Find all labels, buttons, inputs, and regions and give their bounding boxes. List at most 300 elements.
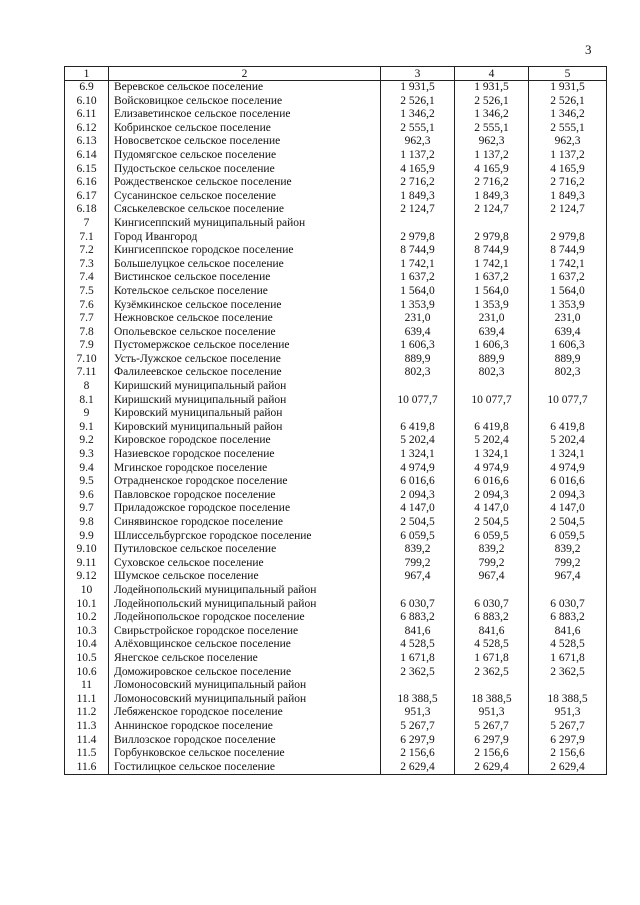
row-value-col5-cell: 802,3 (529, 366, 607, 380)
row-value-col3-cell: 6 883,2 (381, 611, 455, 625)
row-code-cell: 9.2 (65, 434, 109, 448)
row-value-col3-cell: 1 564,0 (381, 285, 455, 299)
row-value-col5-cell: 18 388,5 (529, 693, 607, 707)
row-code-cell: 6.14 (65, 149, 109, 163)
row-value-col5-cell (529, 217, 607, 231)
row-name-cell: Суховское сельское поселение (109, 557, 381, 571)
row-value-col3-cell: 231,0 (381, 312, 455, 326)
page-number: 3 (585, 42, 592, 57)
table-row (65, 666, 607, 680)
row-value-col4-cell: 1 671,8 (455, 652, 529, 666)
row-name-cell: Котельское сельское поселение (109, 285, 381, 299)
row-value-col3-cell: 2 362,5 (381, 666, 455, 680)
row-value-col5-cell: 2 094,3 (529, 489, 607, 503)
table-row (65, 706, 607, 720)
row-name-cell: Синявинское городское поселение (109, 516, 381, 530)
row-value-col3-cell: 2 094,3 (381, 489, 455, 503)
row-name-cell: Войсковицкое сельское поселение (109, 95, 381, 109)
row-value-col5-cell: 1 849,3 (529, 190, 607, 204)
row-code-cell: 9.5 (65, 475, 109, 489)
row-name-cell: Отрадненское городское поселение (109, 475, 381, 489)
row-name-cell: Доможировское сельское поселение (109, 666, 381, 680)
row-name-cell: Большелуцкое сельское поселение (109, 258, 381, 272)
row-value-col3-cell: 2 555,1 (381, 122, 455, 136)
row-value-col4-cell (455, 217, 529, 231)
row-name-cell: Усть-Лужское сельское поселение (109, 353, 381, 367)
row-code-cell: 7.11 (65, 366, 109, 380)
row-value-col3-cell: 1 849,3 (381, 190, 455, 204)
row-value-col5-cell: 6 883,2 (529, 611, 607, 625)
row-value-col4-cell: 639,4 (455, 326, 529, 340)
table-row (65, 598, 607, 612)
table-row (65, 720, 607, 734)
row-value-col4-cell: 4 147,0 (455, 502, 529, 516)
table-row (65, 81, 607, 95)
row-code-cell: 6.9 (65, 81, 109, 95)
row-value-col3-cell: 8 744,9 (381, 244, 455, 258)
row-code-cell: 11.5 (65, 747, 109, 761)
row-value-col3-cell (381, 217, 455, 231)
row-name-cell: Пустомержское сельское поселение (109, 339, 381, 353)
table-row (65, 285, 607, 299)
row-value-col5-cell: 4 165,9 (529, 163, 607, 177)
table-row (65, 108, 607, 122)
row-value-col4-cell: 4 528,5 (455, 638, 529, 652)
row-code-cell: 9.9 (65, 530, 109, 544)
row-value-col4-cell: 2 555,1 (455, 122, 529, 136)
table-row (65, 135, 607, 149)
table-row (65, 611, 607, 625)
table-row (65, 353, 607, 367)
table-row (65, 584, 607, 598)
row-code-cell: 10.1 (65, 598, 109, 612)
row-value-col4-cell: 1 564,0 (455, 285, 529, 299)
row-name-cell: Киришский муниципальный район (109, 380, 381, 394)
row-value-col4-cell: 6 419,8 (455, 421, 529, 435)
column-header-value-5: 5 (529, 67, 607, 81)
row-value-col4-cell: 1 137,2 (455, 149, 529, 163)
row-value-col3-cell: 4 974,9 (381, 462, 455, 476)
row-value-col5-cell: 231,0 (529, 312, 607, 326)
table-row (65, 271, 607, 285)
table-row (65, 366, 607, 380)
table-row (65, 299, 607, 313)
row-value-col5-cell: 6 059,5 (529, 530, 607, 544)
row-name-cell: Лодейнопольский муниципальный район (109, 598, 381, 612)
row-value-col3-cell: 639,4 (381, 326, 455, 340)
row-value-col5-cell: 10 077,7 (529, 394, 607, 408)
row-name-cell: Вистинское сельское поселение (109, 271, 381, 285)
row-code-cell: 11.6 (65, 761, 109, 775)
row-code-cell: 7.3 (65, 258, 109, 272)
table-row (65, 530, 607, 544)
row-code-cell: 7.9 (65, 339, 109, 353)
row-value-col4-cell: 2 526,1 (455, 95, 529, 109)
row-value-col3-cell (381, 407, 455, 421)
row-value-col3-cell: 6 016,6 (381, 475, 455, 489)
row-name-cell: Янегское сельское поселение (109, 652, 381, 666)
row-value-col5-cell: 4 528,5 (529, 638, 607, 652)
table-row (65, 326, 607, 340)
row-code-cell: 8.1 (65, 394, 109, 408)
row-name-cell: Лодейнопольское городское поселение (109, 611, 381, 625)
row-name-cell: Пудостьское сельское поселение (109, 163, 381, 177)
table-row (65, 258, 607, 272)
table-row (65, 231, 607, 245)
row-value-col5-cell: 1 931,5 (529, 81, 607, 95)
row-value-col3-cell: 1 931,5 (381, 81, 455, 95)
row-code-cell: 11.1 (65, 693, 109, 707)
table-row (65, 149, 607, 163)
row-name-cell: Путиловское сельское поселение (109, 543, 381, 557)
table-row (65, 747, 607, 761)
row-code-cell: 7.1 (65, 231, 109, 245)
row-name-cell: Мгинское городское поселение (109, 462, 381, 476)
column-header-name: 2 (109, 67, 381, 81)
row-value-col5-cell: 4 974,9 (529, 462, 607, 476)
table-row (65, 475, 607, 489)
row-value-col3-cell: 4 165,9 (381, 163, 455, 177)
table-row (65, 394, 607, 408)
row-value-col5-cell: 841,6 (529, 625, 607, 639)
row-value-col3-cell: 6 059,5 (381, 530, 455, 544)
row-value-col5-cell: 962,3 (529, 135, 607, 149)
row-value-col5-cell: 2 716,2 (529, 176, 607, 190)
row-name-cell: Пудомягское сельское поселение (109, 149, 381, 163)
row-name-cell: Нежновское сельское поселение (109, 312, 381, 326)
row-value-col5-cell: 1 353,9 (529, 299, 607, 313)
row-code-cell: 11.2 (65, 706, 109, 720)
header-row (65, 67, 607, 81)
row-code-cell: 11.3 (65, 720, 109, 734)
row-code-cell: 10.5 (65, 652, 109, 666)
column-header-code: 1 (65, 67, 109, 81)
row-value-col5-cell: 2 124,7 (529, 203, 607, 217)
table-body (65, 81, 607, 775)
row-name-cell: Шлиссельбургское городское поселение (109, 530, 381, 544)
table-row (65, 516, 607, 530)
row-value-col4-cell: 889,9 (455, 353, 529, 367)
row-name-cell: Кингисеппское городское поселение (109, 244, 381, 258)
row-code-cell: 7.8 (65, 326, 109, 340)
row-value-col3-cell (381, 380, 455, 394)
row-value-col3-cell: 2 526,1 (381, 95, 455, 109)
row-value-col3-cell: 1 137,2 (381, 149, 455, 163)
row-value-col4-cell: 2 362,5 (455, 666, 529, 680)
row-code-cell: 10.2 (65, 611, 109, 625)
table-row (65, 217, 607, 231)
column-header-value-4: 4 (455, 67, 529, 81)
table-row (65, 570, 607, 584)
row-code-cell: 9.7 (65, 502, 109, 516)
row-code-cell: 7 (65, 217, 109, 231)
row-value-col5-cell: 1 671,8 (529, 652, 607, 666)
row-code-cell: 6.12 (65, 122, 109, 136)
row-name-cell: Кингисеппский муниципальный район (109, 217, 381, 231)
row-value-col4-cell: 2 629,4 (455, 761, 529, 775)
budget-table (64, 66, 607, 775)
row-value-col5-cell: 1 346,2 (529, 108, 607, 122)
row-code-cell: 9.3 (65, 448, 109, 462)
row-value-col4-cell: 1 931,5 (455, 81, 529, 95)
row-value-col4-cell: 802,3 (455, 366, 529, 380)
row-name-cell: Веревское сельское поселение (109, 81, 381, 95)
row-value-col4-cell: 18 388,5 (455, 693, 529, 707)
row-value-col3-cell: 4 528,5 (381, 638, 455, 652)
table-row (65, 190, 607, 204)
row-code-cell: 10 (65, 584, 109, 598)
row-value-col3-cell: 1 671,8 (381, 652, 455, 666)
row-value-col5-cell: 839,2 (529, 543, 607, 557)
table-row (65, 421, 607, 435)
row-value-col4-cell: 6 016,6 (455, 475, 529, 489)
row-value-col3-cell: 5 267,7 (381, 720, 455, 734)
row-code-cell: 6.16 (65, 176, 109, 190)
row-name-cell: Лодейнопольский муниципальный район (109, 584, 381, 598)
row-value-col5-cell: 2 504,5 (529, 516, 607, 530)
table-row (65, 312, 607, 326)
row-value-col3-cell: 1 637,2 (381, 271, 455, 285)
row-value-col4-cell: 5 267,7 (455, 720, 529, 734)
row-value-col4-cell: 967,4 (455, 570, 529, 584)
row-value-col5-cell: 951,3 (529, 706, 607, 720)
row-value-col4-cell: 1 353,9 (455, 299, 529, 313)
row-name-cell: Приладожское городское поселение (109, 502, 381, 516)
row-value-col3-cell (381, 679, 455, 693)
table-row (65, 203, 607, 217)
row-name-cell: Горбунковское сельское поселение (109, 747, 381, 761)
table-row (65, 407, 607, 421)
row-value-col4-cell (455, 584, 529, 598)
row-value-col3-cell: 4 147,0 (381, 502, 455, 516)
row-value-col4-cell: 4 974,9 (455, 462, 529, 476)
row-value-col3-cell: 889,9 (381, 353, 455, 367)
row-value-col5-cell: 6 030,7 (529, 598, 607, 612)
table-row (65, 693, 607, 707)
row-value-col4-cell: 1 849,3 (455, 190, 529, 204)
row-code-cell: 7.2 (65, 244, 109, 258)
row-code-cell: 8 (65, 380, 109, 394)
row-value-col5-cell: 1 324,1 (529, 448, 607, 462)
row-value-col5-cell: 1 637,2 (529, 271, 607, 285)
row-value-col4-cell: 1 324,1 (455, 448, 529, 462)
row-value-col4-cell: 5 202,4 (455, 434, 529, 448)
row-value-col4-cell: 6 883,2 (455, 611, 529, 625)
row-value-col4-cell: 799,2 (455, 557, 529, 571)
table-row (65, 543, 607, 557)
row-value-col5-cell: 1 606,3 (529, 339, 607, 353)
row-value-col3-cell: 802,3 (381, 366, 455, 380)
row-value-col3-cell: 2 156,6 (381, 747, 455, 761)
row-value-col4-cell (455, 380, 529, 394)
row-value-col4-cell: 2 979,8 (455, 231, 529, 245)
table-row (65, 176, 607, 190)
row-name-cell: Шумское сельское поселение (109, 570, 381, 584)
table-row (65, 679, 607, 693)
row-code-cell: 9.4 (65, 462, 109, 476)
row-value-col5-cell: 5 202,4 (529, 434, 607, 448)
row-name-cell: Елизаветинское сельское поселение (109, 108, 381, 122)
row-value-col5-cell: 799,2 (529, 557, 607, 571)
row-code-cell: 6.10 (65, 95, 109, 109)
table-header (65, 67, 607, 81)
table-row (65, 95, 607, 109)
table-row (65, 489, 607, 503)
row-code-cell: 9.8 (65, 516, 109, 530)
row-value-col5-cell: 8 744,9 (529, 244, 607, 258)
row-value-col4-cell: 1 606,3 (455, 339, 529, 353)
row-code-cell: 7.10 (65, 353, 109, 367)
row-value-col3-cell: 1 353,9 (381, 299, 455, 313)
row-value-col4-cell: 8 744,9 (455, 244, 529, 258)
row-value-col4-cell: 1 346,2 (455, 108, 529, 122)
row-value-col3-cell: 10 077,7 (381, 394, 455, 408)
row-value-col3-cell: 5 202,4 (381, 434, 455, 448)
row-value-col5-cell (529, 584, 607, 598)
row-value-col3-cell: 6 419,8 (381, 421, 455, 435)
row-name-cell: Кобринское сельское поселение (109, 122, 381, 136)
row-value-col5-cell: 6 419,8 (529, 421, 607, 435)
row-name-cell: Алёховщинское сельское поселение (109, 638, 381, 652)
row-value-col4-cell (455, 679, 529, 693)
row-value-col3-cell: 1 606,3 (381, 339, 455, 353)
column-header-value-3: 3 (381, 67, 455, 81)
row-code-cell: 6.11 (65, 108, 109, 122)
row-name-cell: Виллозское городское поселение (109, 734, 381, 748)
row-value-col3-cell: 18 388,5 (381, 693, 455, 707)
row-value-col4-cell: 962,3 (455, 135, 529, 149)
table-row (65, 434, 607, 448)
row-value-col4-cell (455, 407, 529, 421)
row-value-col5-cell: 2 526,1 (529, 95, 607, 109)
row-value-col5-cell: 4 147,0 (529, 502, 607, 516)
row-value-col5-cell (529, 407, 607, 421)
row-name-cell: Сяськелевское сельское поселение (109, 203, 381, 217)
row-code-cell: 7.5 (65, 285, 109, 299)
row-code-cell: 11 (65, 679, 109, 693)
row-name-cell: Кировское городское поселение (109, 434, 381, 448)
table-row (65, 122, 607, 136)
row-value-col5-cell: 889,9 (529, 353, 607, 367)
table-row (65, 625, 607, 639)
row-value-col3-cell: 1 346,2 (381, 108, 455, 122)
row-code-cell: 10.3 (65, 625, 109, 639)
row-value-col4-cell: 2 124,7 (455, 203, 529, 217)
row-value-col3-cell: 1 742,1 (381, 258, 455, 272)
row-value-col4-cell: 951,3 (455, 706, 529, 720)
row-name-cell: Ломоносовский муниципальный район (109, 679, 381, 693)
row-value-col3-cell: 799,2 (381, 557, 455, 571)
row-value-col4-cell: 10 077,7 (455, 394, 529, 408)
row-value-col5-cell: 5 267,7 (529, 720, 607, 734)
row-value-col5-cell: 2 156,6 (529, 747, 607, 761)
row-code-cell: 7.7 (65, 312, 109, 326)
table-row (65, 462, 607, 476)
row-value-col4-cell: 2 504,5 (455, 516, 529, 530)
row-value-col3-cell: 6 297,9 (381, 734, 455, 748)
row-name-cell: Опольевское сельское поселение (109, 326, 381, 340)
row-code-cell: 10.4 (65, 638, 109, 652)
row-code-cell: 9.10 (65, 543, 109, 557)
row-code-cell: 9.1 (65, 421, 109, 435)
row-code-cell: 9.11 (65, 557, 109, 571)
row-name-cell: Рождественское сельское поселение (109, 176, 381, 190)
row-value-col4-cell: 2 156,6 (455, 747, 529, 761)
row-value-col4-cell: 839,2 (455, 543, 529, 557)
row-code-cell: 7.6 (65, 299, 109, 313)
row-name-cell: Свирьстройское городское поселение (109, 625, 381, 639)
row-value-col3-cell: 2 716,2 (381, 176, 455, 190)
row-value-col5-cell: 1 137,2 (529, 149, 607, 163)
table-row (65, 557, 607, 571)
row-code-cell: 9.12 (65, 570, 109, 584)
row-value-col4-cell: 6 059,5 (455, 530, 529, 544)
row-value-col3-cell: 2 504,5 (381, 516, 455, 530)
row-value-col3-cell: 1 324,1 (381, 448, 455, 462)
row-value-col3-cell: 2 629,4 (381, 761, 455, 775)
row-value-col5-cell: 1 742,1 (529, 258, 607, 272)
row-value-col5-cell: 2 629,4 (529, 761, 607, 775)
row-code-cell: 7.4 (65, 271, 109, 285)
row-name-cell: Кировский муниципальный район (109, 407, 381, 421)
table-row (65, 448, 607, 462)
row-name-cell: Новосветское сельское поселение (109, 135, 381, 149)
row-value-col4-cell: 1 742,1 (455, 258, 529, 272)
row-value-col5-cell: 2 555,1 (529, 122, 607, 136)
row-code-cell: 10.6 (65, 666, 109, 680)
row-value-col4-cell: 6 297,9 (455, 734, 529, 748)
row-value-col5-cell: 967,4 (529, 570, 607, 584)
table-row (65, 163, 607, 177)
row-code-cell: 6.18 (65, 203, 109, 217)
row-value-col5-cell: 6 297,9 (529, 734, 607, 748)
row-value-col3-cell: 841,6 (381, 625, 455, 639)
row-value-col3-cell (381, 584, 455, 598)
row-name-cell: Кузёмкинское сельское поселение (109, 299, 381, 313)
row-code-cell: 9 (65, 407, 109, 421)
row-value-col5-cell: 2 979,8 (529, 231, 607, 245)
row-name-cell: Аннинское городское поселение (109, 720, 381, 734)
row-value-col4-cell: 2 094,3 (455, 489, 529, 503)
table-row (65, 244, 607, 258)
row-value-col5-cell: 639,4 (529, 326, 607, 340)
row-value-col5-cell: 6 016,6 (529, 475, 607, 489)
table-row (65, 638, 607, 652)
row-value-col3-cell: 962,3 (381, 135, 455, 149)
table-row (65, 761, 607, 775)
row-name-cell: Гостилицкое сельское поселение (109, 761, 381, 775)
row-name-cell: Фалилеевское сельское поселение (109, 366, 381, 380)
row-value-col3-cell: 2 979,8 (381, 231, 455, 245)
table-row (65, 652, 607, 666)
row-name-cell: Назиевское городское поселение (109, 448, 381, 462)
row-value-col5-cell: 1 564,0 (529, 285, 607, 299)
row-value-col5-cell (529, 679, 607, 693)
row-name-cell: Сусанинское сельское поселение (109, 190, 381, 204)
row-value-col3-cell: 967,4 (381, 570, 455, 584)
row-value-col4-cell: 841,6 (455, 625, 529, 639)
row-value-col4-cell: 6 030,7 (455, 598, 529, 612)
row-name-cell: Киришский муниципальный район (109, 394, 381, 408)
row-value-col3-cell: 839,2 (381, 543, 455, 557)
row-value-col4-cell: 231,0 (455, 312, 529, 326)
table-row (65, 339, 607, 353)
row-name-cell: Город Ивангород (109, 231, 381, 245)
row-value-col5-cell (529, 380, 607, 394)
row-value-col3-cell: 2 124,7 (381, 203, 455, 217)
row-code-cell: 6.15 (65, 163, 109, 177)
row-value-col3-cell: 951,3 (381, 706, 455, 720)
